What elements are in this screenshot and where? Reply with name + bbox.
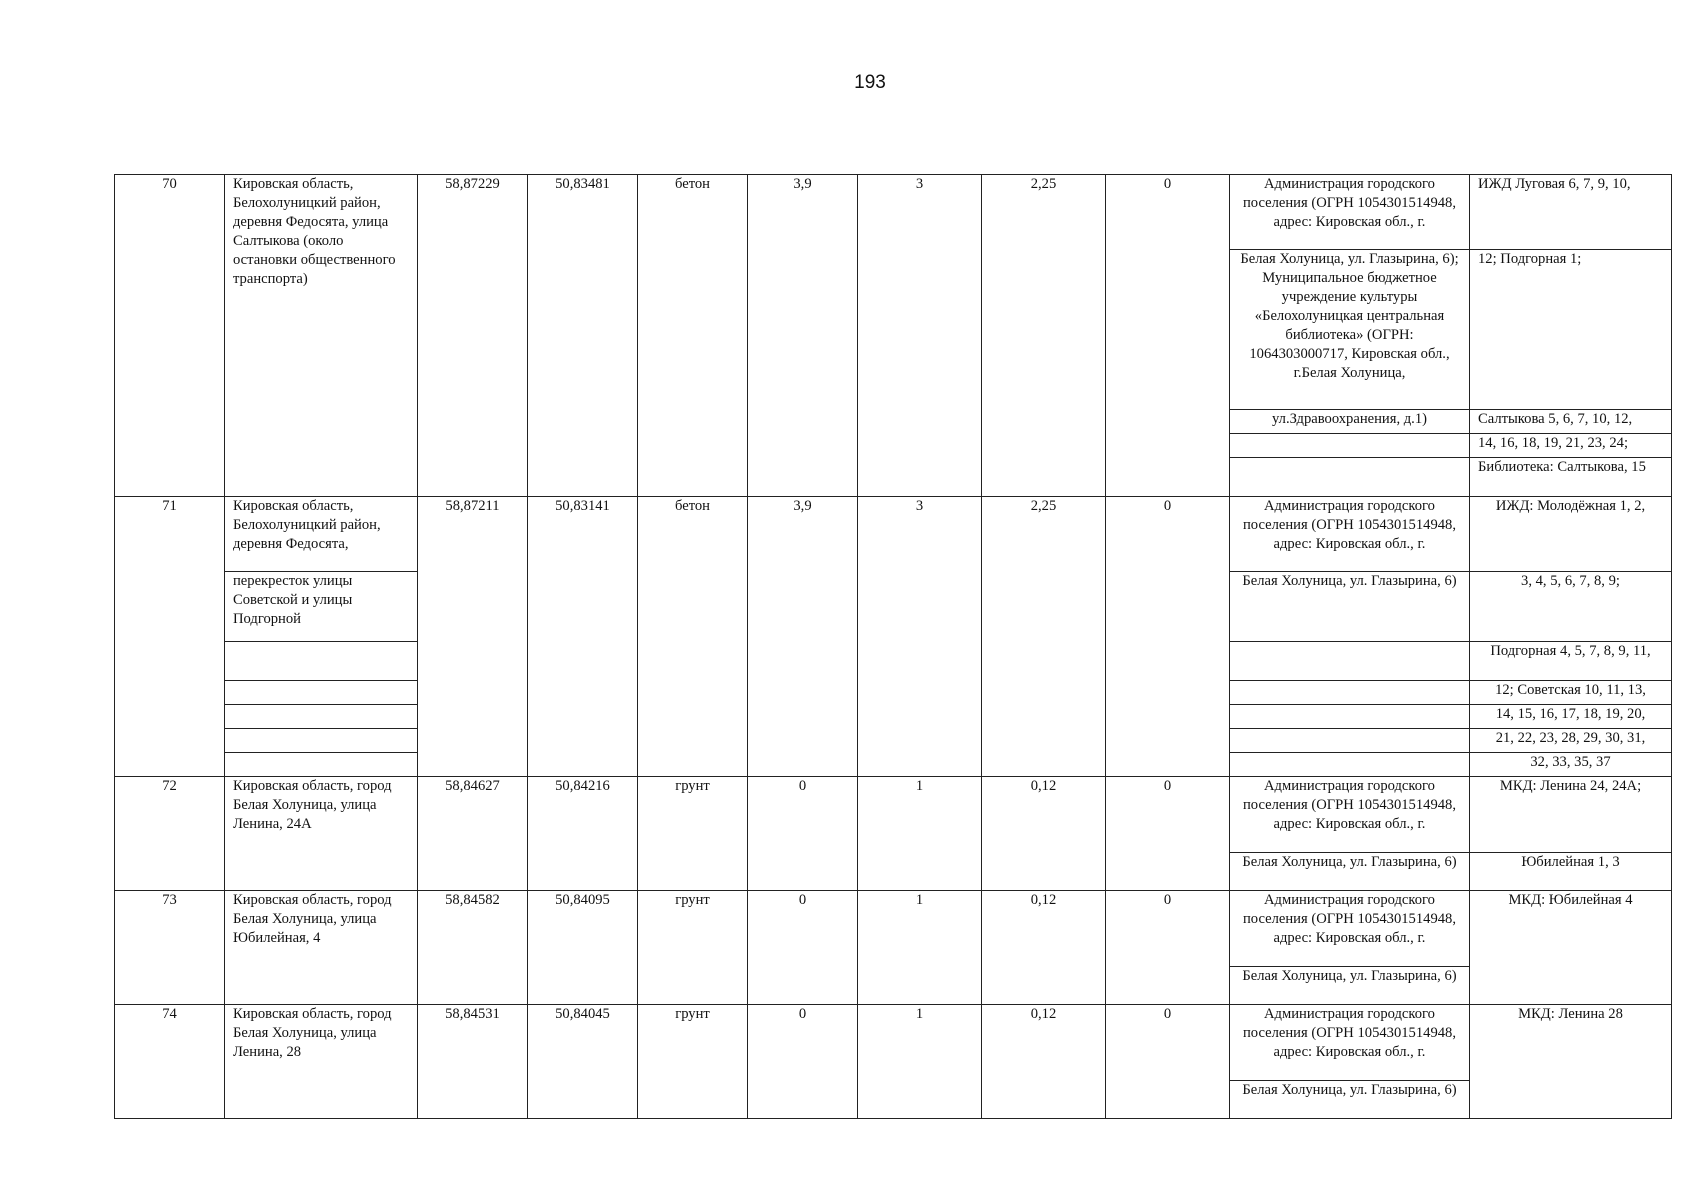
source-line: 14, 16, 18, 19, 21, 23, 24; xyxy=(1470,434,1672,458)
surface-type: бетон xyxy=(638,497,748,777)
surface-type: грунт xyxy=(638,891,748,1005)
owner-line xyxy=(1230,729,1470,753)
surface-type: бетон xyxy=(638,175,748,497)
container-count: 3 xyxy=(858,175,982,497)
container-volume: 0,12 xyxy=(982,891,1106,1005)
other-count: 0 xyxy=(1106,1005,1230,1119)
owner-line xyxy=(1230,681,1470,705)
longitude: 50,84095 xyxy=(528,891,638,1005)
owner-line: Белая Холуница, ул. Глазырина, 6) xyxy=(1230,572,1470,642)
source-line: МКД: Юбилейная 4 xyxy=(1470,891,1672,1005)
owner-line: ул.Здравоохранения, д.1) xyxy=(1230,410,1470,434)
latitude: 58,84582 xyxy=(418,891,528,1005)
source-line: ИЖД Луговая 6, 7, 9, 10, xyxy=(1470,175,1672,250)
owner-line: Белая Холуница, ул. Глазырина, 6) xyxy=(1230,853,1470,891)
source-line: 21, 22, 23, 28, 29, 30, 31, xyxy=(1470,729,1672,753)
other-count: 0 xyxy=(1106,777,1230,891)
latitude: 58,84531 xyxy=(418,1005,528,1119)
latitude: 58,84627 xyxy=(418,777,528,891)
surface-type: грунт xyxy=(638,777,748,891)
table-row xyxy=(115,1005,1672,1081)
owner-line: Администрация городского поселения (ОГРН 1054301514948, адрес: Кировская обл., г. xyxy=(1230,175,1470,250)
site-area: 0 xyxy=(748,891,858,1005)
owner-line xyxy=(1230,753,1470,777)
site-address xyxy=(225,642,418,681)
site-address: Кировская область, город Белая Холуница, улица Ленина, 28 xyxy=(225,1005,418,1119)
container-volume: 0,12 xyxy=(982,777,1106,891)
source-line: МКД: Ленина 24, 24А; xyxy=(1470,777,1672,853)
source-line: Подгорная 4, 5, 7, 8, 9, 11, xyxy=(1470,642,1672,681)
row-number: 72 xyxy=(115,777,225,891)
latitude: 58,87211 xyxy=(418,497,528,777)
owner-line: Администрация городского поселения (ОГРН 1054301514948, адрес: Кировская обл., г. xyxy=(1230,1005,1470,1081)
site-address: Кировская область, город Белая Холуница, улица Ленина, 24А xyxy=(225,777,418,891)
other-count: 0 xyxy=(1106,891,1230,1005)
owner-line xyxy=(1230,642,1470,681)
surface-type: грунт xyxy=(638,1005,748,1119)
source-line: Юбилейная 1, 3 xyxy=(1470,853,1672,891)
latitude: 58,87229 xyxy=(418,175,528,497)
source-line: 14, 15, 16, 17, 18, 19, 20, xyxy=(1470,705,1672,729)
container-count: 1 xyxy=(858,891,982,1005)
site-address xyxy=(225,705,418,729)
table-row xyxy=(115,891,1672,967)
row-number: 71 xyxy=(115,497,225,777)
source-line: ИЖД: Молодёжная 1, 2, xyxy=(1470,497,1672,572)
site-area: 0 xyxy=(748,777,858,891)
site-address: Кировская область, город Белая Холуница, улица Юбилейная, 4 xyxy=(225,891,418,1005)
owner-line xyxy=(1230,705,1470,729)
source-line: МКД: Ленина 28 xyxy=(1470,1005,1672,1119)
table-row xyxy=(115,777,1672,853)
container-volume: 2,25 xyxy=(982,497,1106,777)
table-row xyxy=(115,175,1672,250)
owner-line: Белая Холуница, ул. Глазырина, 6); Муниципальное бюджетное учреждение культуры «Белохолуницкая центральная библиотека» (ОГРН: 1064303000717, Кировская обл., г.Белая Холуница, xyxy=(1230,250,1470,410)
owner-line: Белая Холуница, ул. Глазырина, 6) xyxy=(1230,1081,1470,1119)
container-volume: 2,25 xyxy=(982,175,1106,497)
longitude: 50,84045 xyxy=(528,1005,638,1119)
source-line: Библиотека: Салтыкова, 15 xyxy=(1470,458,1672,497)
owner-line xyxy=(1230,434,1470,458)
site-address xyxy=(225,753,418,777)
table-row xyxy=(115,497,1672,572)
container-volume: 0,12 xyxy=(982,1005,1106,1119)
site-address: Кировская область, Белохолуницкий район, деревня Федосята, улица Салтыкова (около остановки общественного транспорта) xyxy=(225,175,418,497)
row-number: 70 xyxy=(115,175,225,497)
longitude: 50,83141 xyxy=(528,497,638,777)
site-address xyxy=(225,729,418,753)
site-area: 0 xyxy=(748,1005,858,1119)
site-area: 3,9 xyxy=(748,497,858,777)
site-area: 3,9 xyxy=(748,175,858,497)
site-address: Кировская область, Белохолуницкий район, деревня Федосята, xyxy=(225,497,418,572)
site-address: перекресток улицы Советской и улицы Подгорной xyxy=(225,572,418,642)
owner-line: Администрация городского поселения (ОГРН 1054301514948, адрес: Кировская обл., г. xyxy=(1230,777,1470,853)
row-number: 74 xyxy=(115,1005,225,1119)
other-count: 0 xyxy=(1106,497,1230,777)
owner-line: Администрация городского поселения (ОГРН 1054301514948, адрес: Кировская обл., г. xyxy=(1230,497,1470,572)
owner-line: Белая Холуница, ул. Глазырина, 6) xyxy=(1230,967,1470,1005)
container-count: 1 xyxy=(858,1005,982,1119)
longitude: 50,83481 xyxy=(528,175,638,497)
owner-line xyxy=(1230,458,1470,497)
source-line: 12; Подгорная 1; xyxy=(1470,250,1672,410)
site-address xyxy=(225,681,418,705)
source-line: 12; Советская 10, 11, 13, xyxy=(1470,681,1672,705)
waste-sites-table xyxy=(114,174,1672,1119)
longitude: 50,84216 xyxy=(528,777,638,891)
container-count: 1 xyxy=(858,777,982,891)
source-line: Салтыкова 5, 6, 7, 10, 12, xyxy=(1470,410,1672,434)
container-count: 3 xyxy=(858,497,982,777)
source-line: 32, 33, 35, 37 xyxy=(1470,753,1672,777)
source-line: 3, 4, 5, 6, 7, 8, 9; xyxy=(1470,572,1672,642)
other-count: 0 xyxy=(1106,175,1230,497)
row-number: 73 xyxy=(115,891,225,1005)
owner-line: Администрация городского поселения (ОГРН 1054301514948, адрес: Кировская обл., г. xyxy=(1230,891,1470,967)
page-number: 193 xyxy=(854,72,886,93)
